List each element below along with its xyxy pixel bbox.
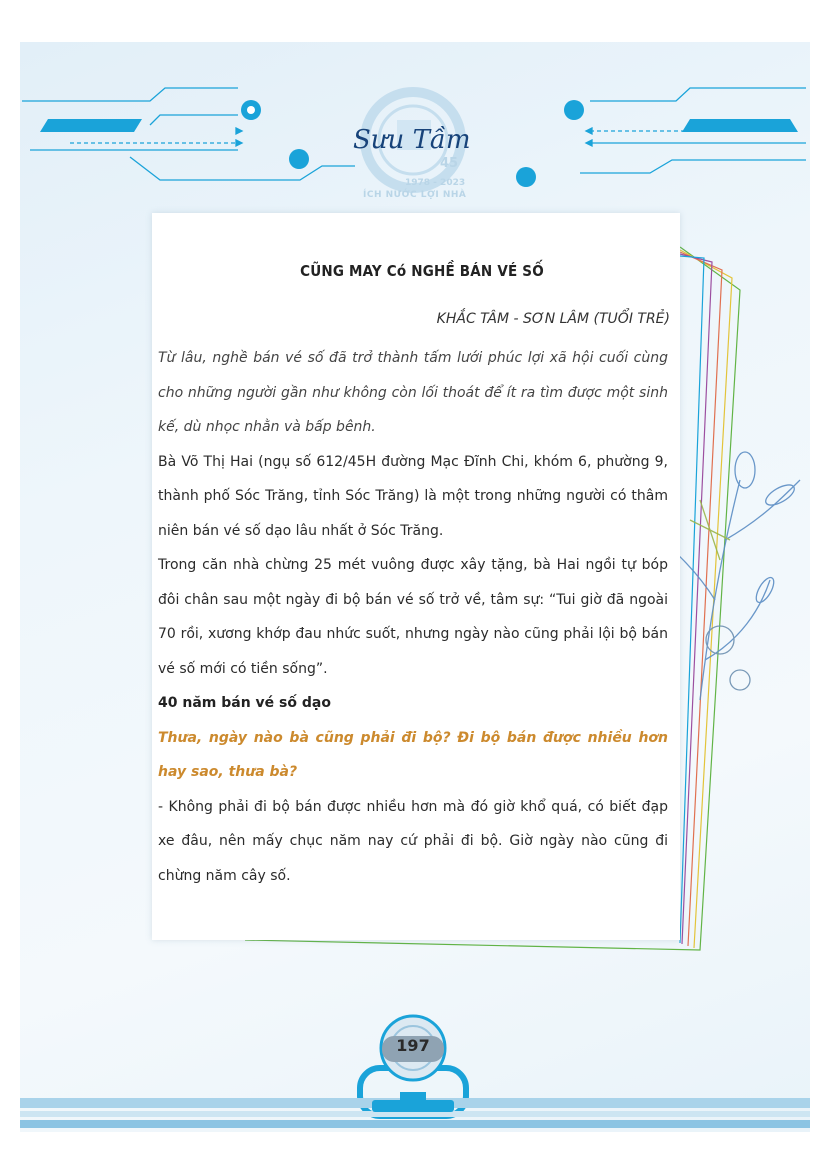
circuit-node-icon (289, 149, 309, 169)
logo-years: 45 (440, 156, 459, 171)
article-paragraph: Trong căn nhà chừng 25 mét vuông được xây tặng, bà Hai ngồi tự bóp đôi chân sau một ngày đi bộ bán vé số trở về, tâm sự: “Tui giờ đã ngoài 70 rồi, xương khớp đau nhức suốt, nhưng ngày nào cũng phải lội bộ bán vé số mới có tiền sống”. (158, 557, 668, 677)
circuit-node-icon (564, 100, 584, 120)
interview-answer: - Không phải đi bộ bán được nhiều hơn mà đó giờ khổ quá, có biết đạp xe đâu, nên mấy chục năm nay cứ phải đi bộ. Giờ ngày nào cũng đi chừng năm cây số. (158, 798, 668, 884)
article-subheading: 40 năm bán vé số dạo (158, 695, 331, 711)
article-paragraph: Bà Võ Thị Hai (ngụ số 612/45H đường Mạc Đĩnh Chi, khóm 6, phường 9, thành phố Sóc Trăng, tỉnh Sóc Trăng) là một trong những người có thâm niên bán vé số dạo lâu nhất ở Sóc Trăng. (158, 453, 668, 539)
article-lead: Từ lâu, nghề bán vé số đã trở thành tấm lưới phúc lợi xã hội cuối cùng cho những người gần như không còn lối thoát để ít ra tìm được một sinh kế, dù nhọc nhằn và bấp bênh. (158, 350, 668, 435)
circuit-left-bars (40, 119, 142, 132)
logo-range: 1978 - 2023 (405, 178, 466, 188)
article-title: CŨNG MAY Có NGHỀ BÁN VÉ SỐ (300, 262, 544, 280)
page-number: 197 (396, 1036, 430, 1055)
logo-motto: ÍCH NƯỚC LỢI NHÀ (363, 190, 467, 200)
interview-question: Thưa, ngày nào bà cũng phải đi bộ? Đi bộ bán được nhiều hơn hay sao, thưa bà? (158, 729, 668, 780)
brand-title: Sưu Tầm (353, 125, 471, 155)
article-byline: KHẮC TÂM - SƠN LÂM (TUỔI TRẺ) (436, 311, 670, 327)
circuit-node-icon (516, 167, 536, 187)
article-body (158, 341, 668, 893)
footer-bars (20, 1092, 810, 1128)
circuit-right-bars (682, 119, 798, 132)
